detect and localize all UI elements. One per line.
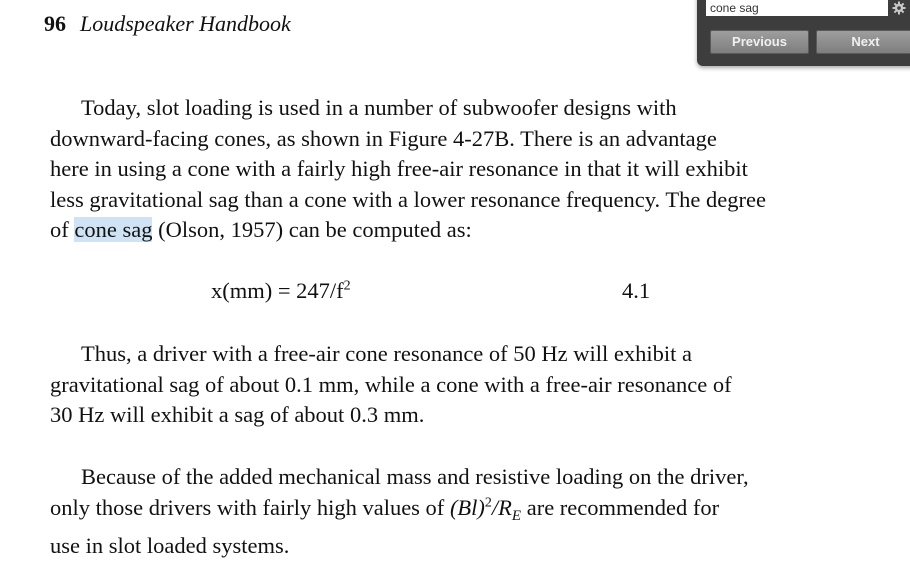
previous-button[interactable]: Previous [710,30,809,54]
paragraph-driver-sag [50,339,816,431]
page-number: 96 [44,11,66,36]
text-fragment: of [50,217,75,242]
formula-bl: (Bl) [449,494,485,520]
paragraph-recommendation [50,462,816,562]
text-line [50,493,816,532]
text-line: gravitational sag of about 0.1 mm, while a cone with a free-air resonance of [50,371,732,397]
formula-re: /R [491,494,512,520]
formula-exponent: 2 [484,495,492,510]
text-line: here in using a cone with a fairly high free-air resonance in that it will exhibit [50,156,748,181]
equation-formula [211,278,351,304]
text-line: Thus, a driver with a free-air cone resonance of 50 Hz will exhibit a [81,341,693,366]
search-highlight: cone sag [74,217,153,242]
text-fragment: (Olson, 1957) can be computed as: [152,217,472,242]
equation-4-1 [0,278,910,308]
paragraph-slot-loading [50,93,816,246]
page-header [44,11,291,37]
find-panel [697,0,910,66]
text-line: use in slot loaded systems. [50,533,290,558]
text-fragment: only those drivers with fairly high values of [50,494,450,520]
text-line: less gravitational sag than a cone with a lower resonance frequency. The degree [50,186,766,212]
text-line [50,215,816,246]
text-line: 30 Hz will exhibit a sag of about 0.3 mm. [50,402,425,427]
text-line: Today, slot loading is used in a number of subwoofer designs with [81,95,677,120]
equation-exponent: 2 [343,278,351,294]
text-fragment: are recommended for [521,494,720,520]
equation-number: 4.1 [622,278,651,303]
equation-lhs: x(mm) = 247/f [211,278,344,303]
next-button[interactable]: Next [816,30,910,54]
formula-subscript: E [511,507,522,524]
book-title: Loudspeaker Handbook [80,11,291,36]
text-line: downward-facing cones, as shown in Figure 4-27B. There is an advantage [50,125,717,151]
find-input[interactable] [706,0,888,16]
gear-icon[interactable] [892,1,906,15]
text-line: Because of the added mechanical mass and resistive loading on the driver, [81,464,749,489]
